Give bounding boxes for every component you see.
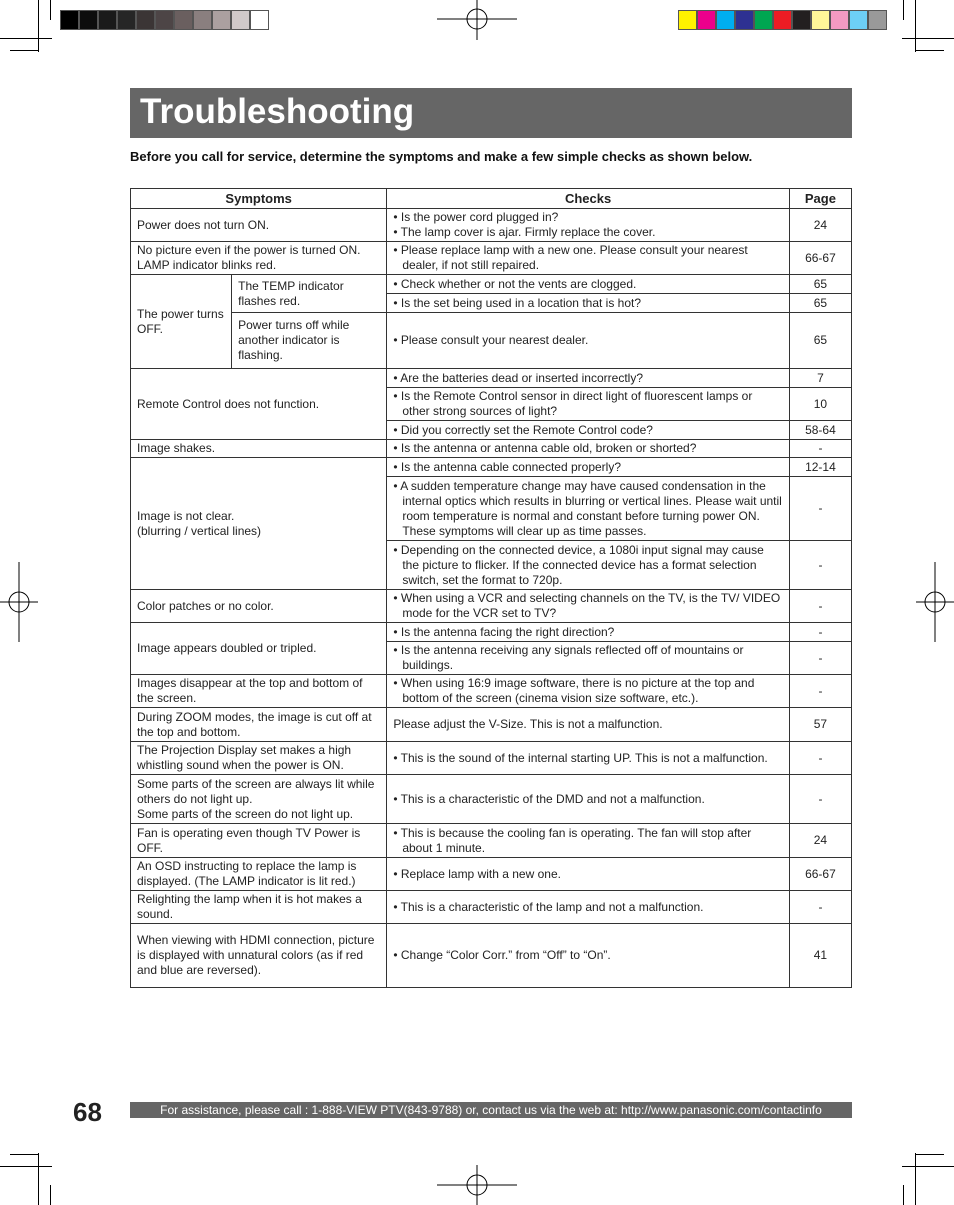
table-row xyxy=(131,369,852,388)
page-cell: 66-67 xyxy=(789,242,851,275)
check-cell xyxy=(387,388,790,421)
check-cell xyxy=(387,824,790,858)
table-row xyxy=(131,824,852,858)
check-cell xyxy=(387,294,790,313)
page-cell: 66-67 xyxy=(789,858,851,891)
symptom-text: Image is not clear. xyxy=(137,508,235,523)
symptom-cell: An OSD instructing to replace the lamp is displayed. (The LAMP indicator is lit red.) xyxy=(131,858,387,891)
page-cell: - xyxy=(789,590,851,623)
symptom-cell: The power turns OFF. xyxy=(131,275,232,369)
check-cell xyxy=(387,775,790,824)
check-text: • Depending on the connected device, a 1080i input signal may cause the picture to flicker. If the connected device has a format selection switch, set the format to 720p. xyxy=(393,542,764,587)
table-row xyxy=(131,742,852,775)
page-cell: 57 xyxy=(789,708,851,742)
check-cell xyxy=(387,708,790,742)
check-cell xyxy=(387,891,790,924)
symptom-cell: When viewing with HDMI connection, picture is displayed with unnatural colors (as if red and blue are reversed). xyxy=(131,924,387,988)
check-text: • Replace lamp with a new one. xyxy=(393,866,561,881)
check-cell xyxy=(387,242,790,275)
check-cell xyxy=(387,675,790,708)
page-cell: 65 xyxy=(789,294,851,313)
page-cell: - xyxy=(789,477,851,541)
check-text: • Is the Remote Control sensor in direct light of fluorescent lamps or other strong sources of light? xyxy=(393,389,753,418)
symptom-cell: Remote Control does not function. xyxy=(131,369,387,440)
check-text: • When using 16:9 image software, there is no picture at the top and bottom of the screen (cinema vision size software, etc.). xyxy=(393,676,755,705)
check-text: • Check whether or not the vents are clogged. xyxy=(393,276,637,291)
check-cell xyxy=(387,440,790,458)
assistance-footer: For assistance, please call : 1-888-VIEW PTV(843-9788) or, contact us via the web at: http://www.panasonic.com/contactinfo xyxy=(130,1102,852,1118)
check-cell xyxy=(387,458,790,477)
page-cell: 65 xyxy=(789,313,851,369)
symptom-cell: Image appears doubled or tripled. xyxy=(131,623,387,675)
table-row xyxy=(131,775,852,824)
check-cell xyxy=(387,742,790,775)
checks-header: Checks xyxy=(387,189,790,209)
check-text: • Is the antenna or antenna cable old, broken or shorted? xyxy=(393,441,697,455)
symptom-cell: Images disappear at the top and bottom of the screen. xyxy=(131,675,387,708)
page-cell: - xyxy=(789,891,851,924)
check-text: • Please consult your nearest dealer. xyxy=(393,333,589,347)
table-row xyxy=(131,242,852,275)
check-text: • Is the antenna receiving any signals reflected off of mountains or buildings. xyxy=(393,643,744,672)
page-cell: - xyxy=(789,675,851,708)
check-text: • Is the set being used in a location that is hot? xyxy=(393,295,642,310)
table-row xyxy=(131,440,852,458)
symptom-cell: During ZOOM modes, the image is cut off at the top and bottom. xyxy=(131,708,387,742)
symptom-cell xyxy=(131,775,387,824)
page-title: Troubleshooting xyxy=(140,92,415,131)
page-cell: - xyxy=(789,623,851,642)
symptom-cell: Relighting the lamp when it is hot makes a sound. xyxy=(131,891,387,924)
page-cell: 24 xyxy=(789,209,851,242)
intro-text: Before you call for service, determine the symptoms and make a few simple checks as shown below. xyxy=(130,149,753,164)
page-cell: 24 xyxy=(789,824,851,858)
table-header-row xyxy=(131,189,852,209)
symptom-text: Some parts of the screen do not light up. xyxy=(137,806,354,821)
check-text: • This is a characteristic of the lamp and not a malfunction. xyxy=(393,899,704,914)
check-cell xyxy=(387,477,790,541)
sub-symptom-cell: The TEMP indicator flashes red. xyxy=(232,275,387,313)
check-cell xyxy=(387,275,790,294)
check-cell xyxy=(387,421,790,440)
symptom-text: (blurring / vertical lines) xyxy=(137,523,262,538)
page-header: Page xyxy=(789,189,851,209)
table-row xyxy=(131,623,852,642)
check-text: • This is a characteristic of the DMD and not a malfunction. xyxy=(393,791,705,806)
check-text: • Is the antenna cable connected properly? xyxy=(393,459,622,474)
table-row xyxy=(131,275,852,294)
check-text: • Please replace lamp with a new one. Please consult your nearest dealer, if not still repaired. xyxy=(393,243,748,272)
symptom-cell: The Projection Display set makes a high whistling sound when the power is ON. xyxy=(131,742,387,775)
page-cell: 10 xyxy=(789,388,851,421)
page-cell: - xyxy=(789,742,851,775)
check-cell xyxy=(387,858,790,891)
check-cell xyxy=(387,541,790,590)
check-cell xyxy=(387,209,790,242)
check-cell xyxy=(387,313,790,369)
check-text: Please adjust the V-Size. This is not a malfunction. xyxy=(393,717,663,731)
page-cell: - xyxy=(789,775,851,824)
title-bar xyxy=(130,88,852,138)
symptom-cell xyxy=(131,458,387,590)
symptom-cell: Power does not turn ON. xyxy=(131,209,387,242)
check-text: • A sudden temperature change may have caused condensation in the internal optics which results in blurring or vertical lines. Please wait until room temperature is normal and constant before turning power ON. These symptoms will clear up as time passes. xyxy=(393,478,782,538)
check-cell xyxy=(387,369,790,388)
page-cell: - xyxy=(789,440,851,458)
page-cell: 12-14 xyxy=(789,458,851,477)
symptom-cell: No picture even if the power is turned ON. LAMP indicator blinks red. xyxy=(131,242,387,275)
check-text: • Are the batteries dead or inserted incorrectly? xyxy=(393,370,643,385)
check-cell xyxy=(387,642,790,675)
check-text: • When using a VCR and selecting channels on the TV, is the TV/ VIDEO mode for the VCR set to TV? xyxy=(393,591,781,620)
check-text: • The lamp cover is ajar. Firmly replace the cover. xyxy=(393,225,656,239)
symptom-text: Some parts of the screen are always lit while others do not light up. xyxy=(137,776,375,806)
check-text: • Did you correctly set the Remote Control code? xyxy=(393,422,653,437)
table-row xyxy=(131,313,852,369)
check-cell xyxy=(387,924,790,988)
page-cell: 58-64 xyxy=(789,421,851,440)
table-row xyxy=(131,458,852,477)
symptom-cell: Fan is operating even though TV Power is OFF. xyxy=(131,824,387,858)
page-number: 68 xyxy=(73,1097,102,1127)
sub-symptom-cell: Power turns off while another indicator is flashing. xyxy=(232,313,387,369)
symptoms-header: Symptoms xyxy=(131,189,387,209)
table-row xyxy=(131,209,852,242)
check-text: • Change “Color Corr.” from “Off” to “On”. xyxy=(393,948,611,962)
table-row xyxy=(131,924,852,988)
check-text: • Is the antenna facing the right direction? xyxy=(393,624,615,639)
check-cell xyxy=(387,623,790,642)
page-cell: 7 xyxy=(789,369,851,388)
table-row xyxy=(131,675,852,708)
symptom-cell: Image shakes. xyxy=(131,440,387,458)
table-row xyxy=(131,891,852,924)
page-cell: - xyxy=(789,541,851,590)
check-cell xyxy=(387,590,790,623)
page-cell: 65 xyxy=(789,275,851,294)
check-text: • This is because the cooling fan is operating. The fan will stop after about 1 minute. xyxy=(393,825,752,855)
table-row xyxy=(131,708,852,742)
page-cell: 41 xyxy=(789,924,851,988)
page-cell: - xyxy=(789,642,851,675)
table-row xyxy=(131,590,852,623)
symptom-cell: Color patches or no color. xyxy=(131,590,387,623)
check-text: • Is the power cord plugged in? xyxy=(393,210,559,224)
troubleshooting-table xyxy=(130,188,852,988)
check-text: • This is the sound of the internal starting UP. This is not a malfunction. xyxy=(393,750,768,765)
table-row xyxy=(131,858,852,891)
